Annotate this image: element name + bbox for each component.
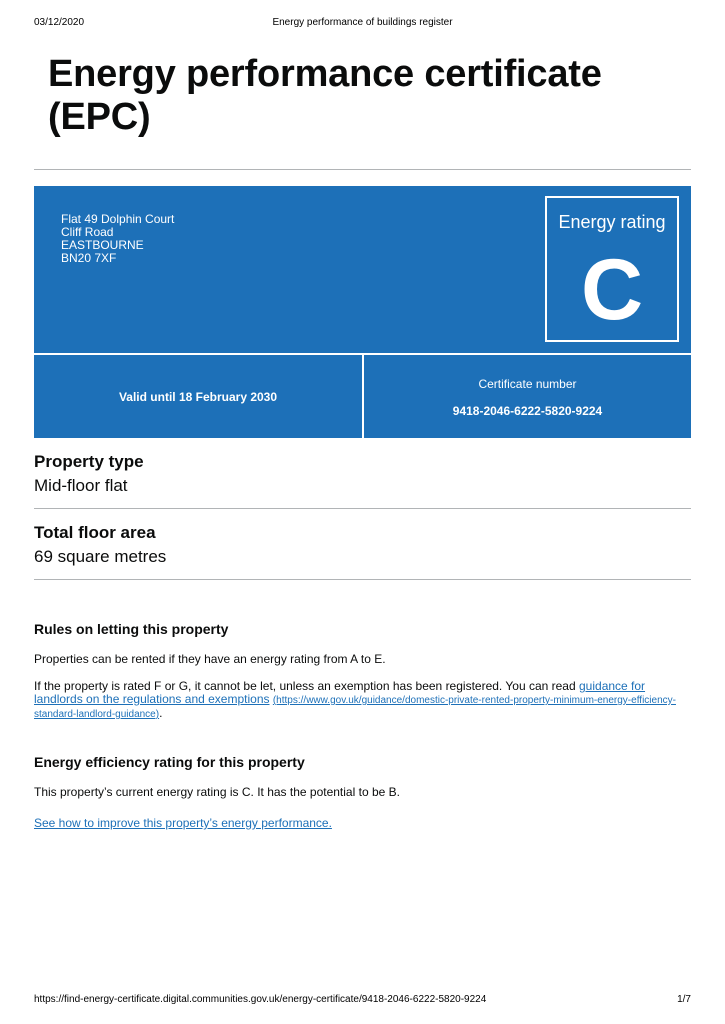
exemptions-text: If the property is rated F or G, it cannot be let, unless an exemption has been registered. You can read [34, 679, 579, 693]
landlord-guidance-link[interactable]: guidance for landlords on the regulations and exemptions [34, 679, 646, 706]
divider [34, 508, 691, 509]
print-date: 03/12/2020 [34, 17, 85, 28]
energy-rating-label: Energy rating [558, 212, 666, 232]
efficiency-rating-text: This property’s current energy rating is C. It has the potential to be B. [34, 785, 400, 799]
floor-area-value: 69 square metres [34, 547, 167, 566]
page-number: 1/7 [677, 994, 691, 1005]
valid-until: Valid until 18 February 2030 [118, 389, 278, 404]
property-type-label: Property type [34, 452, 144, 471]
property-type [34, 452, 691, 496]
energy-rating-box [545, 196, 679, 342]
print-document-title: Energy performance of buildings register [272, 17, 453, 28]
address-line: Cliff Road [61, 225, 114, 239]
total-floor-area [34, 523, 691, 567]
floor-area-label: Total floor area [34, 523, 156, 542]
letting-rules-heading: Rules on letting this property [34, 621, 229, 637]
address-line: BN20 7XF [61, 251, 117, 265]
property-type-value: Mid-floor flat [34, 476, 128, 495]
letting-exemptions-text [34, 680, 694, 721]
print-header [34, 17, 691, 31]
certificate-number: 9418-2046-6222-5820-9224 [452, 404, 603, 418]
landlord-guidance-url[interactable]: (https://www.gov.uk/guidance/domestic-private-rented-property-minimum-energy-efficiency-standard-landlord-guidance) [34, 695, 676, 720]
page-url: https://find-energy-certificate.digital.communities.gov.uk/energy-certificate/9418-2046-6222-5820-9224 [34, 994, 487, 1005]
improve-performance-paragraph [34, 817, 694, 830]
divider [34, 169, 691, 170]
page-title: Energy performance certificate (EPC) [48, 53, 602, 138]
efficiency-rating-heading: Energy efficiency rating for this property [34, 754, 305, 770]
address-line: Flat 49 Dolphin Court [61, 212, 175, 226]
letting-rules-text: Properties can be rented if they have an energy rating from A to E. [34, 652, 386, 666]
divider [34, 579, 691, 580]
address-line: EASTBOURNE [61, 238, 144, 252]
property-address [61, 213, 174, 265]
certificate-block [364, 355, 691, 438]
epc-summary-panel [34, 186, 691, 438]
certificate-number-label: Certificate number [478, 377, 577, 391]
period: . [159, 706, 163, 720]
energy-rating-letter: C [580, 242, 644, 338]
improve-performance-link[interactable]: See how to improve this property’s energy performance. [34, 816, 332, 830]
